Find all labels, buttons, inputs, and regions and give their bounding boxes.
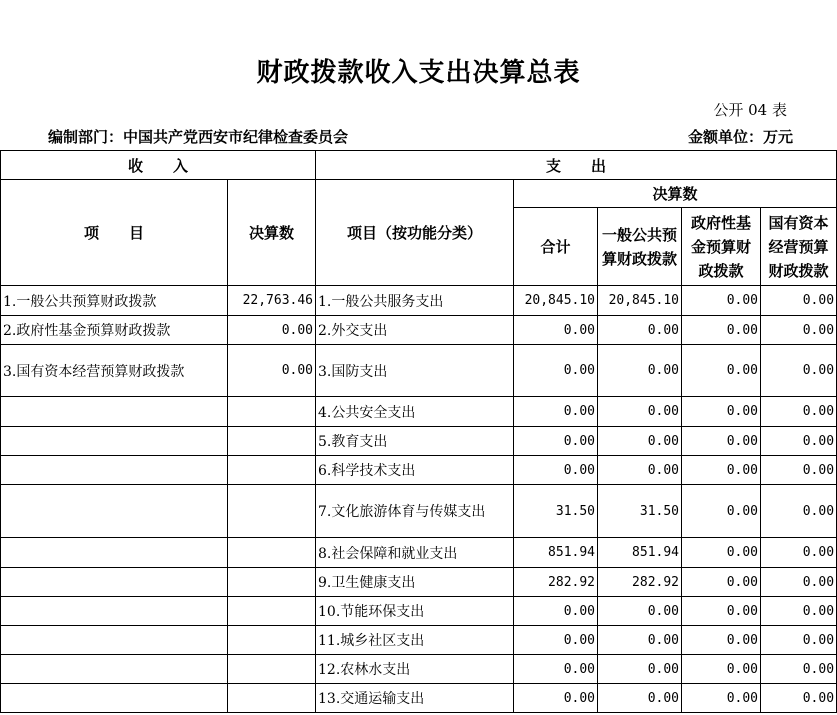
income-amount-cell: 22,763.46 [228,286,316,316]
expense-item-cell: 13.交通运输支出 [316,684,514,713]
total-header: 合计 [514,208,598,286]
header-row-1 [1,151,837,180]
gov-fund-cell: 0.00 [682,397,761,427]
department-label: 编制部门：中国共产党西安市纪律检查委员会 [48,128,349,146]
expense-item-cell: 6.科学技术支出 [316,456,514,485]
expense-item-cell: 3.国防支出 [316,345,514,397]
income-item-cell [1,485,228,538]
item-header: 项 目 [1,180,228,286]
expense-item-cell: 10.节能环保支出 [316,597,514,626]
table-row [1,568,837,597]
income-amount-cell [228,538,316,568]
general-budget-cell: 0.00 [598,684,682,713]
state-capital-cell: 0.00 [761,626,837,655]
state-capital-cell: 0.00 [761,655,837,684]
state-capital-cell: 0.00 [761,345,837,397]
total-cell: 31.50 [514,485,598,538]
income-amount-cell [228,684,316,713]
general-budget-cell: 851.94 [598,538,682,568]
general-budget-cell: 20,845.10 [598,286,682,316]
total-cell: 282.92 [514,568,598,597]
unit-label: 金额单位：万元 [687,128,793,146]
total-cell: 0.00 [514,684,598,713]
income-amount-cell [228,655,316,684]
income-amount-cell [228,397,316,427]
income-item-cell: 1.一般公共预算财政拨款 [1,286,228,316]
state-capital-header: 国有资本经营预算财政拨款 [761,208,837,286]
total-cell: 851.94 [514,538,598,568]
table-row [1,684,837,713]
income-item-cell: 3.国有资本经营预算财政拨款 [1,345,228,397]
expense-item-cell: 4.公共安全支出 [316,397,514,427]
state-capital-cell: 0.00 [761,597,837,626]
general-budget-cell: 0.00 [598,316,682,345]
total-cell: 20,845.10 [514,286,598,316]
general-budget-cell: 0.00 [598,626,682,655]
general-budget-cell: 0.00 [598,597,682,626]
income-item-cell: 2.政府性基金预算财政拨款 [1,316,228,345]
gov-fund-cell: 0.00 [682,456,761,485]
income-item-cell [1,597,228,626]
general-budget-cell: 0.00 [598,427,682,456]
state-capital-cell: 0.00 [761,568,837,597]
gov-fund-cell: 0.00 [682,597,761,626]
income-amount-cell [228,568,316,597]
gov-fund-cell: 0.00 [682,684,761,713]
general-budget-cell: 282.92 [598,568,682,597]
table-row [1,655,837,684]
state-capital-cell: 0.00 [761,485,837,538]
table-row [1,397,837,427]
gov-fund-cell: 0.00 [682,286,761,316]
income-item-cell [1,456,228,485]
total-cell: 0.00 [514,397,598,427]
gov-fund-cell: 0.00 [682,655,761,684]
state-capital-cell: 0.00 [761,316,837,345]
total-cell: 0.00 [514,456,598,485]
gov-fund-cell: 0.00 [682,316,761,345]
general-budget-header: 一般公共预算财政拨款 [598,208,682,286]
gov-fund-cell: 0.00 [682,427,761,456]
expense-item-cell: 8.社会保障和就业支出 [316,538,514,568]
expense-item-cell: 2.外交支出 [316,316,514,345]
income-amount-cell: 0.00 [228,345,316,397]
income-item-cell [1,655,228,684]
gov-fund-cell: 0.00 [682,538,761,568]
state-capital-cell: 0.00 [761,538,837,568]
table-row [1,286,837,316]
income-item-cell [1,538,228,568]
state-capital-cell: 0.00 [761,286,837,316]
table-row [1,456,837,485]
table-row [1,345,837,397]
gov-fund-cell: 0.00 [682,568,761,597]
general-budget-cell: 0.00 [598,345,682,397]
expense-item-cell: 12.农林水支出 [316,655,514,684]
table-row [1,316,837,345]
gov-fund-header: 政府性基金预算财政拨款 [682,208,761,286]
income-amount-cell [228,597,316,626]
income-item-cell [1,427,228,456]
gov-fund-cell: 0.00 [682,485,761,538]
gov-fund-cell: 0.00 [682,626,761,655]
total-cell: 0.00 [514,626,598,655]
item-func-header: 项目（按功能分类） [316,180,514,286]
income-amount-cell [228,456,316,485]
page-title: 财政拨款收入支出决算总表 [256,58,581,88]
table-row [1,597,837,626]
general-budget-cell: 31.50 [598,485,682,538]
general-budget-cell: 0.00 [598,456,682,485]
budget-table [0,150,837,713]
expense-item-cell: 1.一般公共服务支出 [316,286,514,316]
expense-header: 支 出 [316,151,837,180]
expense-item-cell: 7.文化旅游体育与传媒支出 [316,485,514,538]
total-cell: 0.00 [514,597,598,626]
table-row [1,538,837,568]
income-amount-cell [228,626,316,655]
expense-item-cell: 9.卫生健康支出 [316,568,514,597]
income-item-cell [1,626,228,655]
settle-header: 决算数 [228,180,316,286]
income-header: 收 入 [1,151,316,180]
gov-fund-cell: 0.00 [682,345,761,397]
total-cell: 0.00 [514,427,598,456]
general-budget-cell: 0.00 [598,655,682,684]
table-row [1,626,837,655]
income-amount-cell: 0.00 [228,316,316,345]
income-amount-cell [228,485,316,538]
state-capital-cell: 0.00 [761,684,837,713]
income-amount-cell [228,427,316,456]
header-row-2 [1,180,837,208]
income-item-cell [1,397,228,427]
expense-item-cell: 11.城乡社区支出 [316,626,514,655]
expense-item-cell: 5.教育支出 [316,427,514,456]
total-cell: 0.00 [514,316,598,345]
income-item-cell [1,568,228,597]
total-cell: 0.00 [514,345,598,397]
table-row [1,485,837,538]
table-row [1,427,837,456]
general-budget-cell: 0.00 [598,397,682,427]
income-item-cell [1,684,228,713]
state-capital-cell: 0.00 [761,456,837,485]
form-number: 公开 04 表 [713,101,787,119]
state-capital-cell: 0.00 [761,397,837,427]
settle-group-header: 决算数 [514,180,837,208]
state-capital-cell: 0.00 [761,427,837,456]
total-cell: 0.00 [514,655,598,684]
